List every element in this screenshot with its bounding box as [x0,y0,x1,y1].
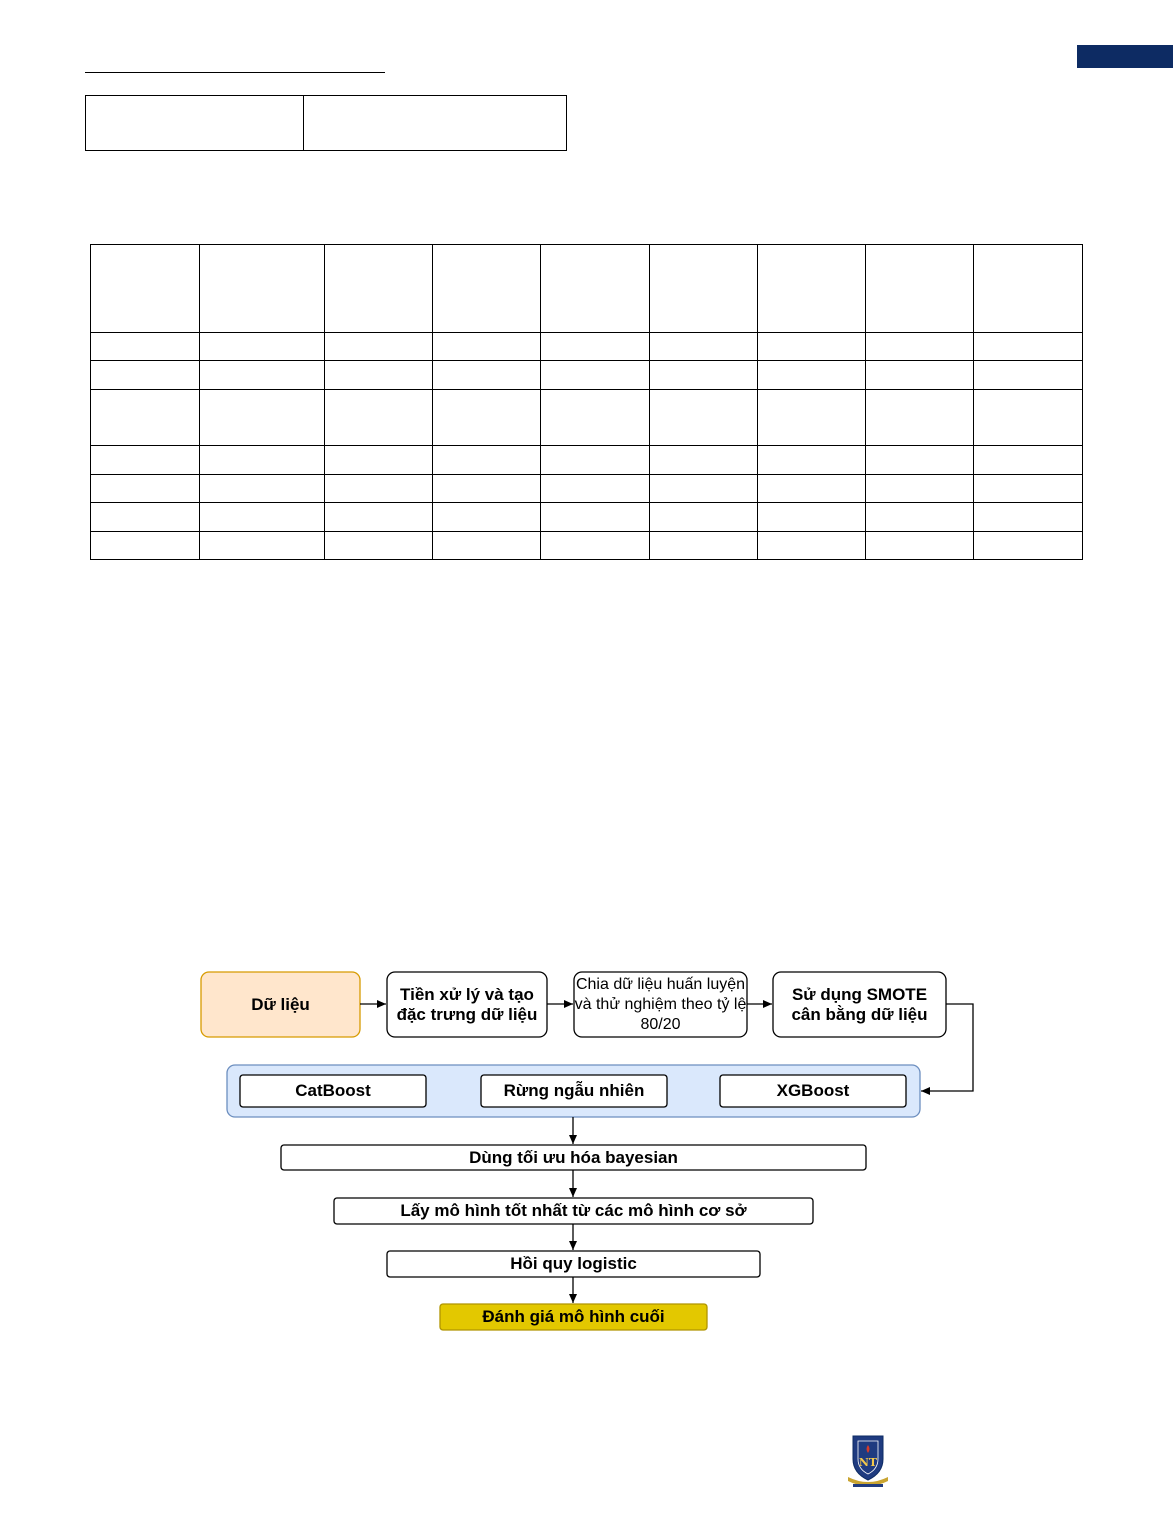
bayes-node-label: Dùng tối ưu hóa bayesian [469,1147,678,1167]
model-label-random-forest: Rừng ngẫu nhiên [503,1081,645,1100]
data-node-label: Dữ liệu [251,994,310,1014]
split-node-label: Chia dữ liệu huấn luyện và thử nghiệm theo tỷ lệ 80/20 [574,975,747,1033]
best-model-node-label: Lấy mô hình tốt nhất từ các mô hình cơ sở [400,1201,747,1220]
university-shield-logo [845,1433,891,1489]
svg-text:NT: NT [858,1456,878,1469]
logistic-node-label: Hồi quy logistic [510,1254,637,1273]
preprocess-node-label: Tiền xử lý và tạo đặc trưng dữ liệu [396,984,538,1024]
model-label-catboost: CatBoost [295,1081,371,1100]
evaluation-node-label: Đánh giá mô hình cuối [482,1307,665,1326]
model-label-xgboost: XGBoost [776,1081,850,1100]
smote-node-label: Sử dụng SMOTE cân bằng dữ liệu [791,984,928,1024]
